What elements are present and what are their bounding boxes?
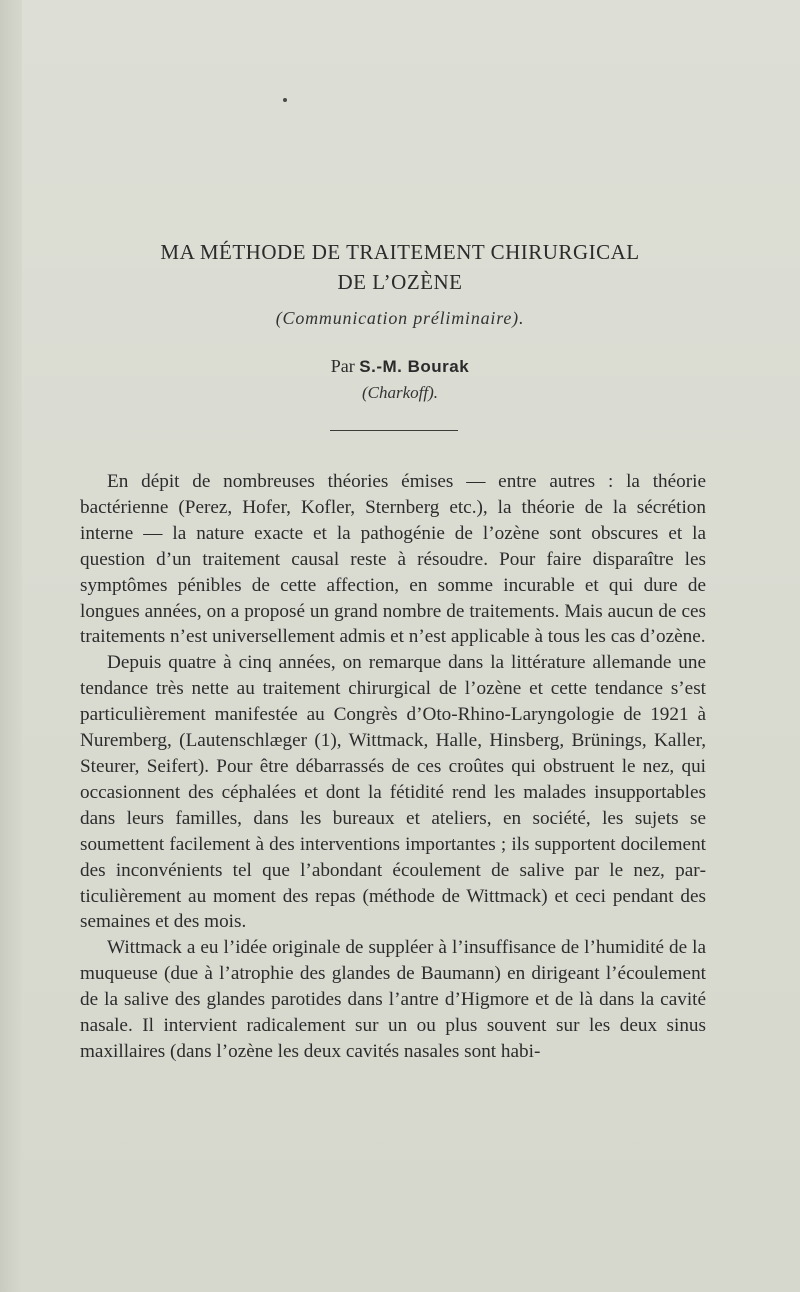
body-paragraph-1: En dépit de nombreuses théories émises — entre autres : la théorie bactérienne (Perez, Hofer, Kofler, Sternberg etc.), la théorie de la sécrétion interne — la nature exacte et la pathogénie de l’ozène sont obscures et la question d’un traitement causal reste à résoudre. Pour faire disparaître les symptômes pénibles de cette affection, en somme incurable et qui dure de longues années, on a proposé un grand nombre de traitements. Mais aucun de ces traitements n’est universellement admis et n’est applicable à tous les cas d’ozène.: [80, 471, 706, 648]
page-left-edge: [0, 0, 22, 1292]
body-paragraph-3: Wittmack a eu l’idée originale de suppléer à l’insuffisance de l’humidité de la muqueuse (due à l’atrophie des glandes de Baumann) en dirigeant l’écoulement de la salive des glandes parotides dans l’antre d’Higmore et de là dans la cavité nasale. Il intervient radicalement sur un ou plus souvent sur les deux sinus maxillaires (dans l’ozène les deux cavités nasales sont habi-: [80, 937, 706, 1062]
body-paragraph-2: Depuis quatre à cinq années, on remarque dans la littérature allemande une tendance très nette au traitement chirurgical de l’ozène et cette tendance s’est particulièrement manifestée au Congrès d’Oto-Rhino-Laryngologie de 1921 à Nuremberg, (Lautenschlæger (1), Wittmack, Halle, Hinsberg, Brünings, Kaller, Steurer, Seifert). Pour être débarrassés de ces croûtes qui obstruent le nez, qui occasionnent des céphalées et dont la fétidité rend les malades insupportables dans leurs familles, dans les bureaux et ateliers, en société, les sujets se soumettent facilement à des interventions importantes ; ils supportent docilement des inconvénients tel que l’abondant écoulement de salive par le nez, particulièrement au moment des repas (méthode de Wittmack) et ceci pendant des semaines et des mois.: [80, 652, 706, 933]
author-line: [80, 356, 720, 377]
article-title-line-2: DE L’OZÈNE: [337, 270, 463, 294]
article-subtitle: (Communication préliminaire).: [275, 308, 525, 328]
article-body: [80, 469, 706, 1065]
author-affiliation: (Charkoff).: [361, 383, 439, 402]
section-divider: [330, 430, 458, 431]
author-prefix: Par: [330, 356, 355, 376]
print-dot-mark: [283, 98, 287, 102]
article-title-line-1: MA MÉTHODE DE TRAITEMENT CHIRURGICAL: [160, 240, 640, 264]
author-name: S.-M. Bourak: [359, 357, 470, 376]
